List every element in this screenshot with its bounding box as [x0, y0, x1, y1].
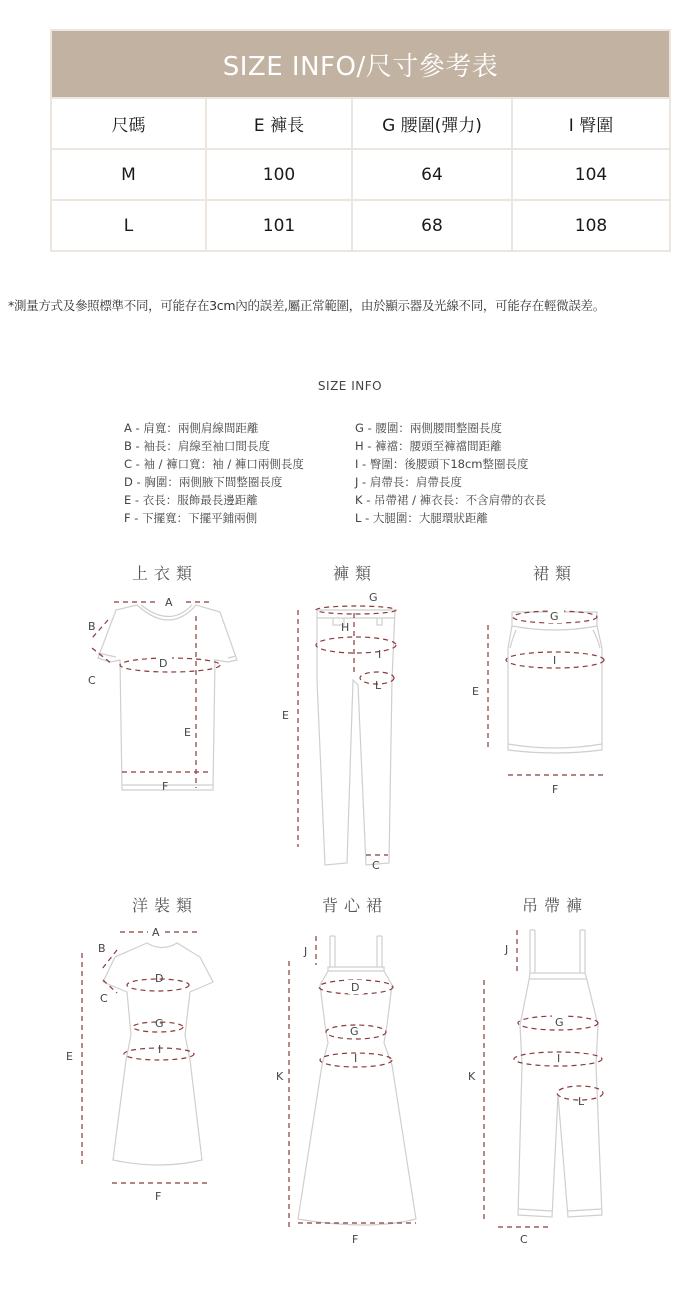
legend-item-h: H - 褲襠：腰頭至褲襠間距離	[355, 439, 502, 453]
svg-text:L: L	[578, 1095, 585, 1108]
tshirt-diagram-icon	[70, 590, 270, 800]
svg-text:A: A	[152, 926, 160, 939]
svg-text:F: F	[162, 780, 169, 793]
svg-text:D: D	[159, 657, 168, 670]
category-slip-dress: 背心裙	[321, 896, 388, 915]
cell-length: 100	[205, 150, 351, 199]
svg-text:G: G	[155, 1017, 164, 1030]
header-hip: I 臀圍	[511, 99, 669, 148]
svg-text:C: C	[372, 859, 380, 872]
category-skirts: 裙類	[532, 564, 577, 583]
svg-text:J: J	[505, 943, 509, 956]
legend-item-b: B - 袖長：肩線至袖口間長度	[124, 439, 270, 453]
cell-waist: 68	[351, 201, 511, 250]
svg-text:B: B	[98, 942, 106, 955]
svg-text:D: D	[155, 972, 164, 985]
cell-hip: 108	[511, 201, 669, 250]
legend-item-f: F - 下擺寬：下擺平鋪兩側	[124, 511, 258, 525]
svg-text:G: G	[369, 591, 378, 604]
cell-size: L	[123, 215, 134, 236]
svg-text:I: I	[557, 1052, 561, 1065]
cell-size: M	[121, 164, 136, 185]
svg-text:E: E	[66, 1050, 73, 1063]
size-table-title: SIZE INFO/尺寸參考表	[52, 31, 669, 97]
svg-text:F: F	[352, 1233, 359, 1245]
legend-item-c: C - 袖 / 褲口寬：袖 / 褲口兩側長度	[124, 457, 304, 471]
measurement-note: *測量方式及參照標準不同，可能存在3cm內的誤差,屬正常範圍，由於顯示器及光線不同，可能存在輕微誤差。	[8, 298, 605, 313]
svg-text:C: C	[520, 1233, 528, 1245]
table-header-row	[52, 97, 669, 148]
svg-text:E: E	[184, 726, 191, 739]
cell-length: 101	[205, 201, 351, 250]
header-waist: G 腰圍(彈力)	[351, 99, 511, 148]
svg-text:H: H	[341, 621, 350, 634]
svg-text:K: K	[468, 1070, 476, 1083]
svg-text:E: E	[282, 709, 289, 722]
legend-item-d: D - 胸圍：兩側腋下間整圈長度	[124, 475, 283, 489]
category-tops: 上衣類	[131, 564, 198, 583]
svg-text:I: I	[158, 1043, 162, 1056]
svg-text:C: C	[88, 674, 96, 687]
svg-text:G: G	[555, 1016, 564, 1029]
cell-waist: 64	[351, 150, 511, 199]
legend-item-i: I - 臀圍：後腰頭下18cm整圈長度	[355, 457, 529, 471]
svg-text:C: C	[100, 992, 108, 1005]
svg-text:I: I	[378, 648, 382, 661]
svg-text:G: G	[550, 610, 559, 623]
svg-text:I: I	[553, 654, 557, 667]
legend-item-a: A - 肩寬：兩側肩線間距離	[124, 421, 259, 435]
skirt-diagram-icon	[460, 600, 640, 800]
legend-item-k: K - 吊帶裙 / 褲衣長：不含肩帶的衣長	[355, 493, 547, 507]
pants-diagram-icon	[270, 585, 450, 880]
legend-item-j: J - 肩帶長：肩帶長度	[355, 475, 462, 489]
svg-text:I: I	[354, 1052, 358, 1065]
header-length: E 褲長	[205, 99, 351, 148]
svg-text:E: E	[472, 685, 479, 698]
label-a: A	[165, 596, 173, 609]
svg-text:L: L	[375, 679, 382, 692]
slip-dress-diagram-icon	[270, 925, 440, 1245]
category-pants: 褲類	[332, 564, 377, 583]
legend-item-l: L - 大腿圍：大腿環狀距離	[355, 511, 488, 525]
svg-text:J: J	[304, 945, 308, 958]
svg-text:B: B	[88, 620, 96, 633]
legend-left	[124, 419, 304, 527]
legend-right	[355, 419, 546, 527]
svg-text:F: F	[155, 1190, 162, 1203]
svg-text:F: F	[552, 783, 559, 796]
dress-diagram-icon	[60, 920, 240, 1210]
svg-text:G: G	[350, 1025, 359, 1038]
table-row	[52, 148, 669, 199]
svg-text:K: K	[276, 1070, 284, 1083]
svg-text:D: D	[351, 981, 360, 994]
cell-hip: 104	[511, 150, 669, 199]
legend-item-e: E - 衣長：服飾最長邊距離	[124, 493, 258, 507]
category-overalls: 吊帶褲	[521, 896, 588, 915]
table-row	[52, 199, 669, 250]
category-dresses: 洋裝類	[131, 896, 198, 915]
legend-item-g: G - 腰圍：兩側腰間整圈長度	[355, 421, 502, 435]
header-size: 尺碼	[111, 116, 146, 136]
overalls-diagram-icon	[460, 925, 640, 1245]
size-table	[50, 29, 671, 252]
size-info-title: SIZE INFO	[317, 379, 383, 393]
